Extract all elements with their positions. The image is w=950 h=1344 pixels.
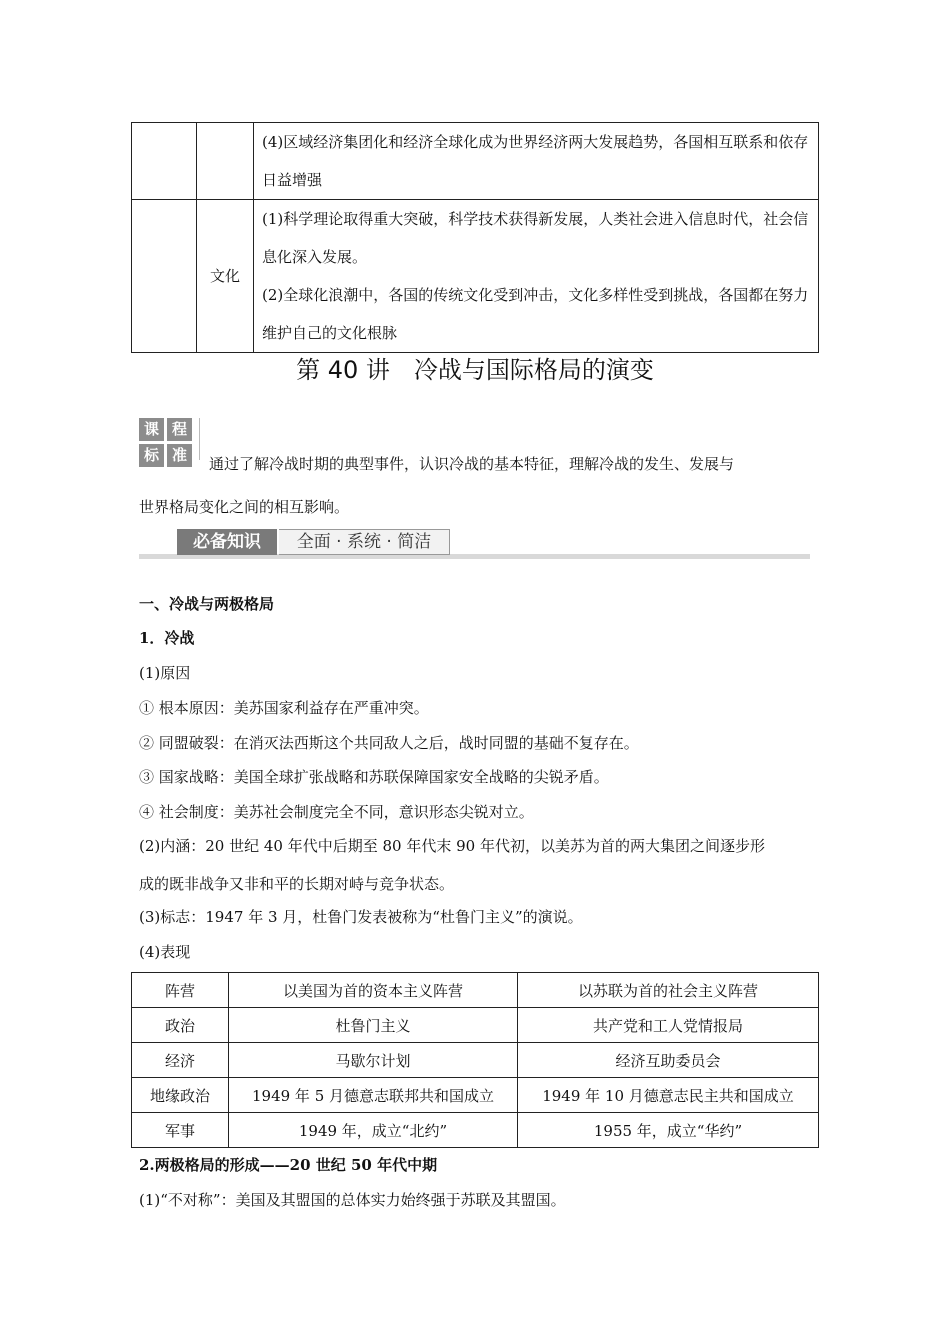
cause-item: ④ 社会制度：美苏社会制度完全不同，意识形态尖锐对立。 — [139, 803, 534, 821]
section-banner — [139, 527, 810, 561]
table-cell: 1949 年，成立“北约” — [229, 1113, 518, 1148]
table-header-cell: 以苏联为首的社会主义阵营 — [518, 973, 819, 1008]
course-standard-badge — [139, 418, 193, 468]
manifest-heading: (4)表现 — [139, 943, 191, 961]
standard-text-cont: 世界格局变化之间的相互影响。 — [139, 498, 350, 516]
table-cell: 1949 年 10 月德意志民主共和国成立 — [518, 1078, 819, 1113]
table-cell: 共产党和工人党情报局 — [518, 1008, 819, 1043]
table-row — [132, 123, 819, 200]
cause-item: ② 同盟破裂：在消灭法西斯这个共同敌人之后，战时同盟的基础不复存在。 — [139, 734, 639, 752]
table-header-cell: 阵营 — [132, 973, 229, 1008]
table-header-cell: 以美国为首的资本主义阵营 — [229, 973, 518, 1008]
table-cell: 军事 — [132, 1113, 229, 1148]
culture-point-1: (1)科学理论取得重大突破，科学技术获得新发展，人类社会进入信息时代，社会信息化深入发展。 — [262, 210, 809, 266]
lecture-title: 第 40 讲 冷战与国际格局的演变 — [296, 356, 654, 384]
banner-sublabel: 全面 · 系统 · 简洁 — [279, 529, 450, 555]
top-continuation-table — [131, 122, 819, 353]
badge-char: 准 — [167, 444, 192, 467]
banner-label: 必备知识 — [177, 529, 277, 555]
table-row — [132, 1043, 819, 1078]
table-cell: 1955 年，成立“华约” — [518, 1113, 819, 1148]
table-cell: 经济互助委员会 — [518, 1043, 819, 1078]
cause-item: ③ 国家战略：美国全球扩张战略和苏联保障国家安全战略的尖锐矛盾。 — [139, 768, 609, 786]
standard-text: 通过了解冷战时期的典型事件，认识冷战的基本特征，理解冷战的发生、发展与 — [209, 455, 735, 473]
culture-point-2: (2)全球化浪潮中，各国的传统文化受到冲击，文化多样性受到挑战，各国都在努力维护自己的文化根脉 — [262, 286, 809, 342]
cause-heading: (1)原因 — [139, 664, 191, 682]
table-cell: 政治 — [132, 1008, 229, 1043]
table-row — [132, 1113, 819, 1148]
table-cell: 杜鲁门主义 — [229, 1008, 518, 1043]
subsection-heading: 1．冷战 — [139, 629, 195, 647]
category-cell: 文化 — [197, 200, 254, 353]
badge-divider — [199, 418, 200, 460]
sign-text: (3)标志：1947 年 3 月，杜鲁门发表被称为“杜鲁门主义”的演说。 — [139, 908, 583, 926]
table-row — [132, 200, 819, 353]
table-cell: 马歇尔计划 — [229, 1043, 518, 1078]
meaning-text: (2)内涵：20 世纪 40 年代中后期至 80 年代末 90 年代初，以美苏为首的两大集团之间逐步形 — [139, 837, 765, 855]
table-cell: 地缘政治 — [132, 1078, 229, 1113]
table-row — [132, 1008, 819, 1043]
section-heading: 一、冷战与两极格局 — [139, 595, 275, 613]
table-cell: 经济 — [132, 1043, 229, 1078]
asymmetry-text: (1)“不对称”：美国及其盟国的总体实力始终强于苏联及其盟国。 — [139, 1191, 566, 1209]
table-cell — [254, 200, 819, 353]
meaning-text-cont: 成的既非战争又非和平的长期对峙与竞争状态。 — [139, 875, 455, 893]
table-cell: 1949 年 5 月德意志联邦共和国成立 — [229, 1078, 518, 1113]
cause-item: ① 根本原因：美苏国家利益存在严重冲突。 — [139, 699, 429, 717]
table-cell — [132, 200, 197, 353]
table-cell: (4)区域经济集团化和经济全球化成为世界经济两大发展趋势，各国相互联系和依存日益增强 — [254, 123, 819, 200]
table-cell — [132, 123, 197, 200]
table-header-row — [132, 973, 819, 1008]
badge-char: 程 — [167, 418, 192, 441]
camps-table — [131, 972, 819, 1148]
subsection-heading: 2.两极格局的形成——20 世纪 50 年代中期 — [139, 1156, 438, 1174]
table-cell — [197, 123, 254, 200]
badge-char: 标 — [139, 444, 164, 467]
badge-char: 课 — [139, 418, 164, 441]
table-row — [132, 1078, 819, 1113]
